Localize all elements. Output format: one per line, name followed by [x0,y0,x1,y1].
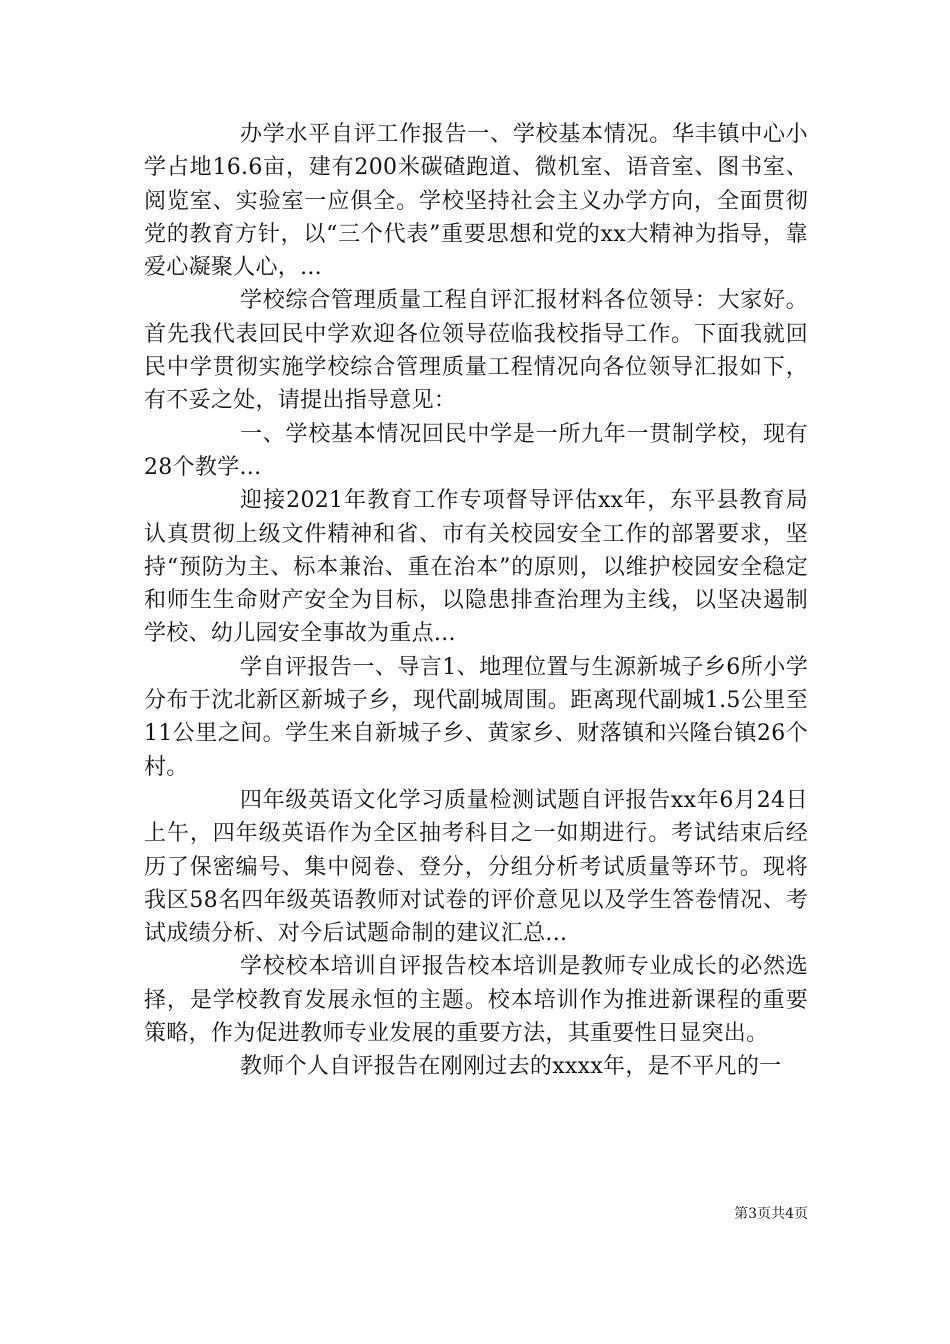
paragraph-4: 迎接2021年教育工作专项督导评估xx年，东平县教育局认真贯彻上级文件精神和省、市有关校园安全工作的部署要求，坚持“预防为主、标本兼治、重在治本”的原则，以维护校园安全稳定和师生生命财产安全为目标，以隐患排查治理为主线，以坚决遏制学校、幼儿园安全事故为重点... [144,488,808,647]
paragraph-7: 学校校本培训自评报告校本培训是教师专业成长的必然选择，是学校教育发展永恒的主题。校本培训作为推进新课程的重要策略，作为促进教师专业发展的重要方法，其重要性日显突出。 [144,954,808,1047]
paragraph-6: 四年级英语文化学习质量检测试题自评报告xx年6月24日上午，四年级英语作为全区抽考科目之一如期进行。考试结束后经历了保密编号、集中阅卷、登分，分组分析考试质量等环节。现将我区58名四年级英语教师对试卷的评价意见以及学生答卷情况、考试成绩分析、对今后试题命制的建议汇总... [144,787,808,947]
page-number-footer: 第3页共4页 [734,1206,808,1222]
paragraph-8: 教师个人自评报告在刚刚过去的xxxx年，是不平凡的一 [240,1054,782,1080]
paragraph-5: 学自评报告一、导言1、地理位置与生源新城子乡6所小学分布于沈北新区新城子乡，现代副城周围。距离现代副城1.5公里至11公里之间。学生来自新城子乡、黄家乡、财落镇和兴隆台镇26个村。 [144,654,808,780]
document-body [144,118,808,1084]
paragraph-2: 学校综合管理质量工程自评汇报材料各位领导：大家好。首先我代表回民中学欢迎各位领导莅临我校指导工作。下面我就回民中学贯彻实施学校综合管理质量工程情况向各位领导汇报如下，有不妥之处，请提出指导意见： [144,288,808,414]
paragraph-1: 办学水平自评工作报告一、学校基本情况。华丰镇中心小学占地16.6亩，建有200米碳碴跑道、微机室、语音室、图书室、阅览室、实验室一应俱全。学校坚持社会主义办学方向，全面贯彻党的教育方针，以“三个代表”重要思想和党的xx大精神为指导，靠爱心凝聚人心，... [144,122,808,281]
paragraph-3: 一、学校基本情况回民中学是一所九年一贯制学校，现有28个教学... [144,421,808,480]
